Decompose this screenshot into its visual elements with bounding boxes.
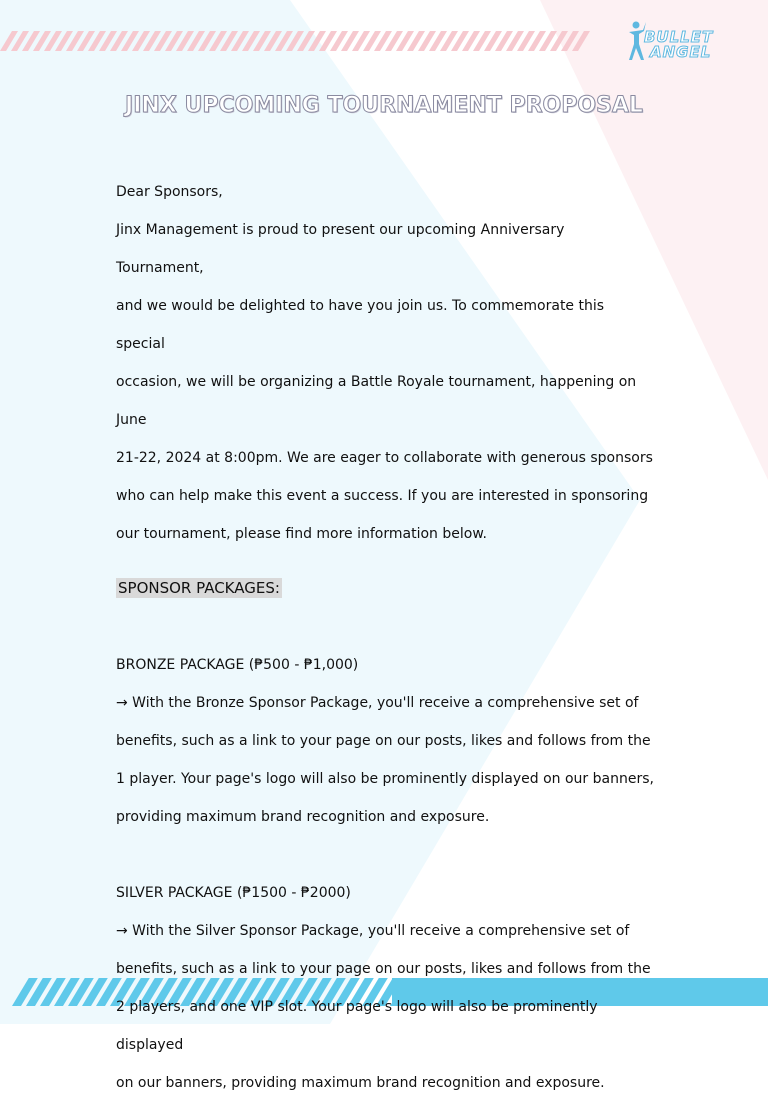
bronze-package-line: providing maximum brand recognition and exposure. xyxy=(116,809,490,825)
silver-package-line: 2 players, and one VIP slot. Your page's logo will also be prominently displayed xyxy=(116,999,598,1053)
bronze-package-line: benefits, such as a link to your page on our posts, likes and follows from the xyxy=(116,733,651,749)
bronze-package-line: 1 player. Your page's logo will also be prominently displayed on our banners, xyxy=(116,771,654,787)
document-body xyxy=(116,173,656,1102)
silver-package-line: on our banners, providing maximum brand recognition and exposure. xyxy=(116,1075,605,1091)
logo-text-line1: BULLET xyxy=(644,28,714,46)
silver-package-heading: SILVER PACKAGE (₱1500 - ₱2000) xyxy=(116,885,351,901)
sponsor-packages-heading: SPONSOR PACKAGES: xyxy=(118,579,280,597)
logo-text-line2: ANGEL xyxy=(650,43,712,61)
greeting: Dear Sponsors, xyxy=(116,184,223,200)
intro-line: Jinx Management is proud to present our upcoming Anniversary Tournament, xyxy=(116,222,565,276)
intro-line: our tournament, please find more information below. xyxy=(116,526,487,542)
intro-line: who can help make this event a success. If you are interested in sponsoring xyxy=(116,488,649,504)
silver-package-line: → With the Silver Sponsor Package, you'll receive a comprehensive set of xyxy=(116,923,630,939)
bullet-angel-logo xyxy=(626,20,736,64)
document-title: JINX UPCOMING TOURNAMENT PROPOSAL xyxy=(125,93,643,118)
intro-line: occasion, we will be organizing a Battle Royale tournament, happening on June xyxy=(116,374,637,428)
silver-package-line: benefits, such as a link to your page on our posts, likes and follows from the xyxy=(116,961,651,977)
intro-line: and we would be delighted to have you join us. To commemorate this special xyxy=(116,298,605,352)
bronze-package-heading: BRONZE PACKAGE (₱500 - ₱1,000) xyxy=(116,657,359,673)
intro-line: 21-22, 2024 at 8:00pm. We are eager to collaborate with generous sponsors xyxy=(116,450,653,466)
bronze-package-line: → With the Bronze Sponsor Package, you'll receive a comprehensive set of xyxy=(116,695,639,711)
